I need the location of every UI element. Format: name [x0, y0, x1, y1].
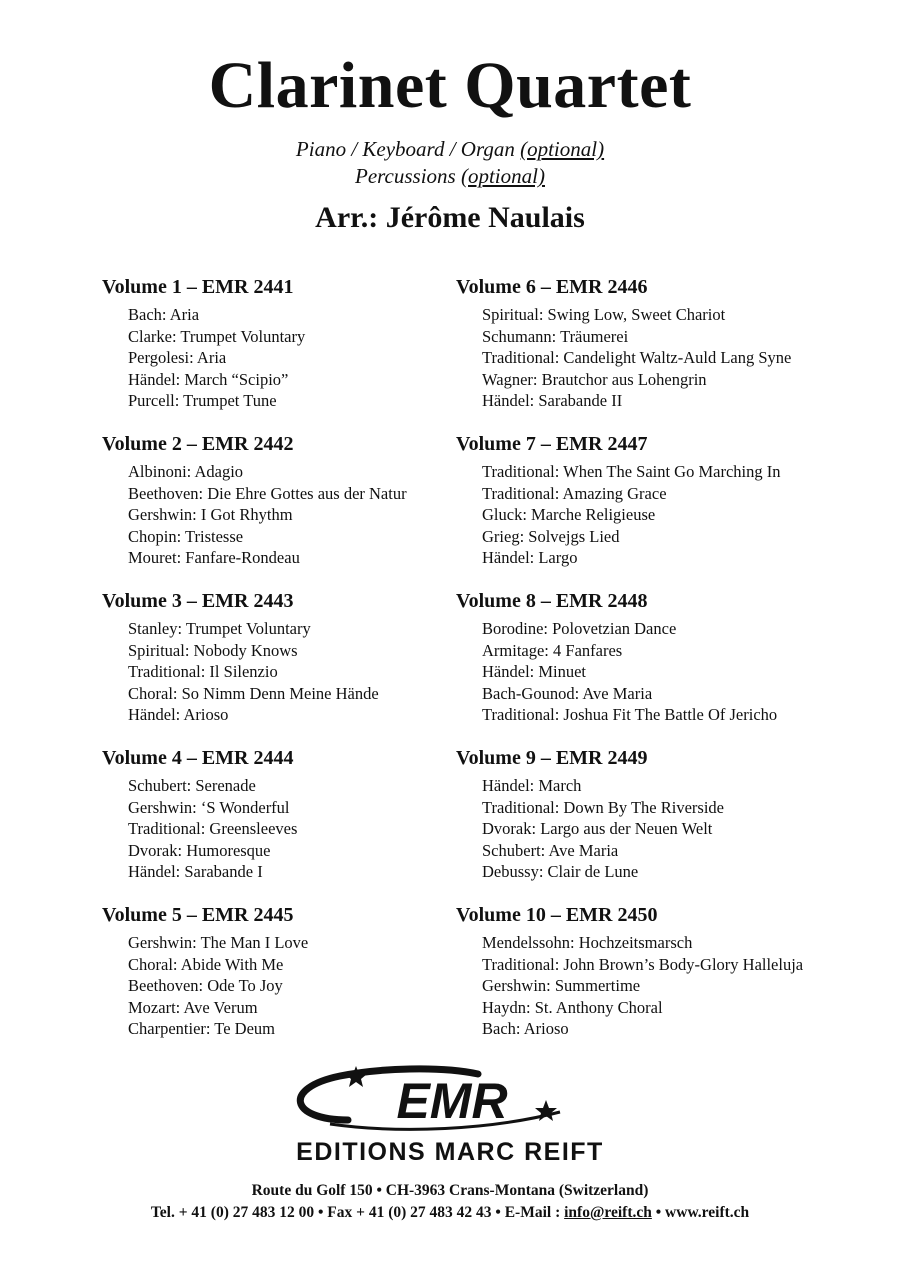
volume-block: [456, 745, 856, 902]
emr-swoosh-star-logo-icon: [230, 1060, 670, 1170]
piece-item: Schubert: Serenade: [128, 776, 256, 795]
optional-label-1: (optional): [520, 137, 605, 161]
arranger: Arr.: Jérôme Naulais: [315, 201, 585, 234]
piece-item: Traditional: John Brown’s Body-Glory Halleluja: [482, 954, 804, 974]
piece-item: Pergolesi: Aria: [128, 348, 227, 368]
piece-item: Choral: So Nimm Denn Meine Hände: [128, 683, 379, 703]
piece-item: Händel: Sarabande I: [128, 862, 263, 882]
piece-item: Debussy: Clair de Lune: [482, 862, 639, 882]
piece-item: Traditional: Amazing Grace: [482, 483, 667, 503]
piece-item: Stanley: Trumpet Voluntary: [128, 619, 311, 638]
volume-block: [456, 431, 856, 588]
piece-item: Gershwin: I Got Rhythm: [128, 505, 293, 525]
piece-item: Albinoni: Adagio: [128, 462, 244, 481]
piece-item: Haydn: St. Anthony Choral: [482, 997, 663, 1017]
volume-heading: Volume 7 – EMR 2447: [456, 433, 648, 455]
volume-heading: Volume 8 – EMR 2448: [456, 590, 648, 612]
piece-item: Spiritual: Nobody Knows: [128, 640, 298, 660]
piece-item: Gershwin: Summertime: [482, 976, 641, 996]
volume-block: [102, 274, 502, 431]
piece-item: Traditional: Greensleeves: [128, 819, 298, 839]
instrumentation-line-2: [0, 163, 900, 189]
piece-item: Grieg: Solvejgs Lied: [482, 526, 620, 546]
volume-block: [102, 902, 502, 1059]
publisher-name: EDITIONS MARC REIFT: [296, 1138, 604, 1166]
piece-item: Clarke: Trumpet Voluntary: [128, 326, 306, 346]
publisher-address: Route du Golf 150 • CH-3963 Crans-Montana (Switzerland): [251, 1182, 649, 1199]
website: • www.reift.ch: [651, 1204, 750, 1221]
page-title: Clarinet Quartet: [208, 49, 692, 122]
volume-heading: Volume 4 – EMR 2444: [102, 747, 294, 769]
piece-item: Charpentier: Te Deum: [128, 1019, 275, 1039]
piece-item: Bach: Aria: [128, 305, 200, 324]
piece-list: [482, 618, 856, 726]
instrumentation-percussion: Percussions: [355, 164, 461, 188]
piece-item: Händel: Minuet: [482, 662, 587, 682]
volume-column-left: [102, 274, 502, 1059]
piece-list: [482, 304, 856, 412]
publisher-logo: [230, 1060, 670, 1170]
piece-item: Dvorak: Largo aus der Neuen Welt: [482, 819, 713, 839]
piece-list: [128, 304, 502, 412]
phone-fax: Tel. + 41 (0) 27 483 12 00 • Fax + 41 (0) 27 483 42 43 • E-Mail :: [150, 1204, 565, 1221]
piece-item: Dvorak: Humoresque: [128, 840, 271, 860]
piece-item: Traditional: Candelight Waltz-Auld Lang Syne: [482, 348, 792, 368]
piece-item: Händel: March “Scipio”: [128, 369, 289, 389]
piece-item: Händel: Arioso: [128, 705, 229, 725]
piece-list: [128, 932, 502, 1040]
piece-list: [482, 461, 856, 569]
piece-item: Gershwin: The Man I Love: [128, 933, 309, 952]
piece-item: Händel: Largo: [482, 548, 578, 568]
piece-item: Mouret: Fanfare-Rondeau: [128, 548, 300, 568]
piece-item: Mendelssohn: Hochzeitsmarsch: [482, 933, 693, 952]
volume-heading: Volume 9 – EMR 2449: [456, 747, 648, 769]
piece-item: Spiritual: Swing Low, Sweet Chariot: [482, 305, 726, 324]
volume-block: [102, 745, 502, 902]
piece-item: Chopin: Tristesse: [128, 526, 244, 546]
piece-list: [128, 618, 502, 726]
volume-block: [102, 588, 502, 745]
piece-list: [482, 932, 856, 1040]
volume-heading: Volume 5 – EMR 2445: [102, 904, 294, 926]
piece-item: Traditional: Il Silenzio: [128, 662, 278, 682]
piece-item: Gluck: Marche Religieuse: [482, 505, 656, 525]
piece-item: Bach-Gounod: Ave Maria: [482, 683, 653, 703]
volume-block: [102, 431, 502, 588]
optional-label-2: (optional): [460, 164, 545, 188]
piece-item: Wagner: Brautchor aus Lohengrin: [482, 369, 707, 389]
instrumentation-keyboard: Piano / Keyboard / Organ: [295, 137, 521, 161]
piece-item: Händel: March: [482, 776, 582, 795]
email-link[interactable]: info@reift.ch: [564, 1204, 652, 1221]
piece-item: Mozart: Ave Verum: [128, 997, 258, 1017]
piece-item: Purcell: Trumpet Tune: [128, 391, 277, 411]
emr-mark: EMR: [396, 1073, 508, 1129]
volume-block: [456, 588, 856, 745]
volume-heading: Volume 3 – EMR 2443: [102, 590, 294, 612]
piece-item: Beethoven: Ode To Joy: [128, 976, 283, 996]
piece-list: [128, 775, 502, 883]
instrumentation-line-1: [0, 136, 900, 162]
piece-item: Händel: Sarabande II: [482, 391, 623, 411]
piece-item: Traditional: When The Saint Go Marching In: [482, 462, 781, 481]
volume-heading: Volume 6 – EMR 2446: [456, 276, 648, 298]
volume-heading: Volume 2 – EMR 2442: [102, 433, 294, 455]
piece-item: Borodine: Polovetzian Dance: [482, 619, 677, 638]
volume-heading: Volume 10 – EMR 2450: [456, 904, 658, 926]
piece-list: [128, 461, 502, 569]
volume-column-right: [456, 274, 856, 1059]
volume-block: [456, 274, 856, 431]
piece-item: Armitage: 4 Fanfares: [482, 640, 623, 660]
piece-item: Schubert: Ave Maria: [482, 840, 619, 860]
piece-item: Beethoven: Die Ehre Gottes aus der Natur: [128, 483, 407, 503]
piece-item: Traditional: Down By The Riverside: [482, 797, 724, 817]
volume-heading: Volume 1 – EMR 2441: [102, 276, 294, 298]
piece-item: Bach: Arioso: [482, 1019, 569, 1039]
piece-item: Gershwin: ‘S Wonderful: [128, 797, 290, 817]
piece-item: Choral: Abide With Me: [128, 954, 284, 974]
piece-list: [482, 775, 856, 883]
volume-block: [456, 902, 856, 1059]
piece-item: Schumann: Träumerei: [482, 326, 629, 346]
publisher-contact: [0, 1202, 900, 1224]
piece-item: Traditional: Joshua Fit The Battle Of Jericho: [482, 705, 778, 725]
